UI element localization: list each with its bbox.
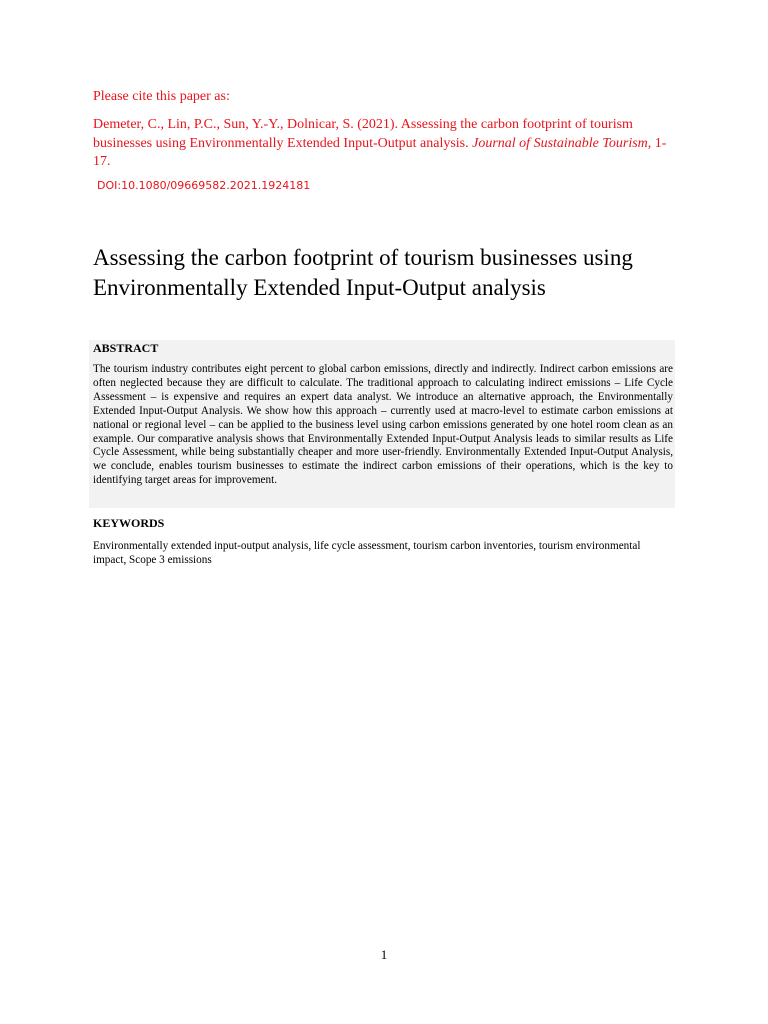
keywords-text: Environmentally extended input-output analysis, life cycle assessment, tourism carbon inventories, tourism environmental impact, Scope 3 emissions	[93, 540, 641, 566]
abstract-text: The tourism industry contributes eight percent to global carbon emissions, directly and indirectly. Indirect carbon emissions are often neglected because they are difficult to calculate. The traditional approach to calculating indirect emissions – Life Cycle Assessment – is expensive and requires an expert data analyst. We introduce an alternative approach, the Environmentally Extended Input-Output Analysis. We show how this approach – currently used at macro-level to estimate carbon emissions at national or regional level – can be applied to the business level using carbon emissions generated by one hotel room clean as an example. Our comparative analysis shows that Environmentally Extended Input-Output Analysis leads to similar results as Life Cycle Assessment, while being substantially cheaper and more user-friendly. Environmentally Extended Input-Output Analysis, we conclude, enables tourism businesses to estimate the indirect carbon emissions of their operations, which is the key to identifying target areas for improvement.	[93, 363, 673, 487]
citation-doi[interactable]: DOI:10.1080/09669582.2021.1924181	[97, 179, 311, 192]
citation-authors-title: Demeter, C., Lin, P.C., Sun, Y.-Y., Dolnicar, S. (2021). Assessing the carbon footprint of tourism businesses using Environmentally Extended Input-Output analysis.	[93, 117, 633, 151]
page-number: 1	[380, 947, 388, 962]
citation-journal: Journal of Sustainable Tourism,	[472, 135, 652, 151]
keywords-heading: KEYWORDS	[93, 516, 165, 530]
citation-reference	[93, 116, 668, 172]
abstract-heading: ABSTRACT	[93, 341, 159, 355]
citation-pages: 1-17.	[93, 135, 667, 169]
citation-intro: Please cite this paper as:	[93, 89, 230, 104]
paper-title: Assessing the carbon footprint of tourism businesses using Environmentally Extended Input-Output analysis	[93, 245, 633, 300]
